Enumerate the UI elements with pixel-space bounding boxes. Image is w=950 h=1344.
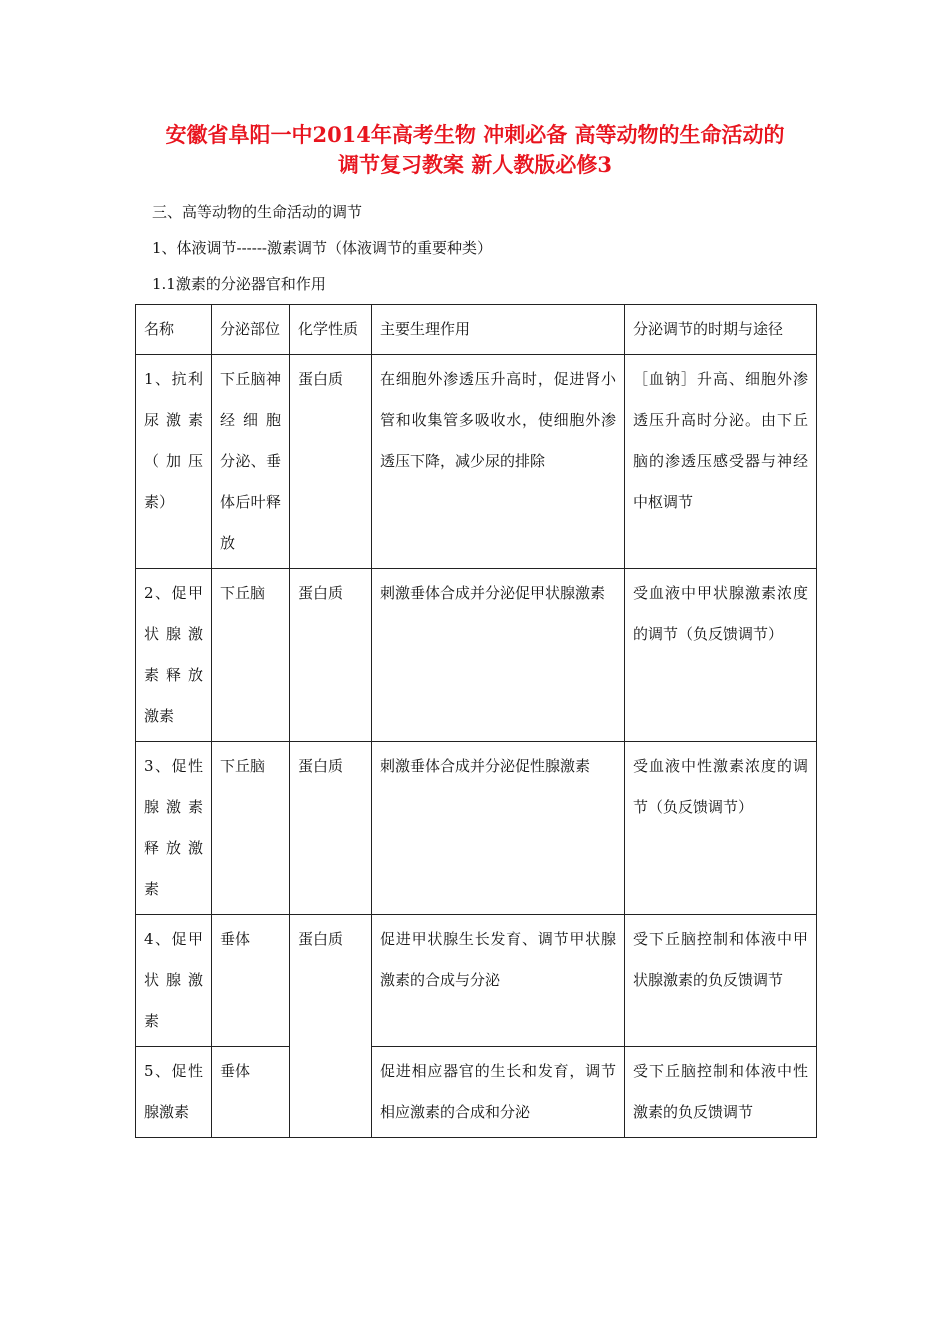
- table-cell: 垂体: [212, 915, 290, 1047]
- table-cell: 垂体: [212, 1047, 290, 1138]
- table-cell: 3、促性腺激素释放激素: [136, 742, 212, 915]
- header-cell-regulation: 分泌调节的时期与途径: [625, 305, 817, 355]
- table-cell: 蛋白质: [290, 742, 372, 915]
- table-cell: 下丘脑: [212, 742, 290, 915]
- table-cell: 下丘脑: [212, 569, 290, 742]
- table-row: [136, 742, 817, 915]
- title-line-1: 安徽省阜阳一中2014年高考生物 冲刺必备 高等动物的生命活动的: [165, 122, 785, 147]
- table-row: [136, 569, 817, 742]
- document-title: [110, 120, 840, 180]
- table-cell: 下丘脑神经细胞 分泌、垂体后叶释放: [212, 355, 290, 569]
- table-cell: 刺激垂体合成并分泌促甲状腺激素: [372, 569, 625, 742]
- table-cell: 蛋白质: [290, 355, 372, 569]
- table-cell: 受下丘脑控制和体液中甲状腺激素的负反馈调节: [625, 915, 817, 1047]
- table-cell: 蛋白质: [290, 569, 372, 742]
- table-cell: 促进甲状腺生长发育、调节甲状腺激素的合成与分泌: [372, 915, 625, 1047]
- section-heading: 三、高等动物的生命活动的调节: [152, 203, 363, 221]
- table-cell: 受血液中甲状腺激素浓度的调节（负反馈调节）: [625, 569, 817, 742]
- table-cell: 受下丘脑控制和体液中性激素的负反馈调节: [625, 1047, 817, 1138]
- table-cell: 受血液中性激素浓度的调节（负反馈调节）: [625, 742, 817, 915]
- subsection-heading-1: 1、体液调节------激素调节（体液调节的重要种类）: [152, 239, 492, 257]
- table-cell: 刺激垂体合成并分泌促性腺激素: [372, 742, 625, 915]
- subsection-heading-2: 1.1激素的分泌器官和作用: [152, 275, 326, 293]
- header-cell-chemistry: 化学性质: [290, 305, 372, 355]
- table-cell: 促进相应器官的生长和发育，调节相应激素的合成和分泌: [372, 1047, 625, 1138]
- table-cell: 在细胞外渗透压升高时，促进肾小管和收集管多吸收水，使细胞外渗透压下降，减少尿的排除: [372, 355, 625, 569]
- table-header-row: [136, 305, 817, 355]
- table-cell: ［血钠］升高、细胞外渗透压升高时分泌。由下丘脑的渗透压感受器与神经中枢调节: [625, 355, 817, 569]
- header-cell-function: 主要生理作用: [372, 305, 625, 355]
- table-cell: 4、促甲状腺激素: [136, 915, 212, 1047]
- table-cell: 5、促性腺激素: [136, 1047, 212, 1138]
- header-cell-site: 分泌部位: [212, 305, 290, 355]
- table-row: [136, 915, 817, 1047]
- table-row: [136, 355, 817, 569]
- table-cell: 蛋白质: [290, 915, 372, 1138]
- table-cell: 1、抗利尿激素（加压素）: [136, 355, 212, 569]
- table-cell: 2、促甲状腺激素释放激素: [136, 569, 212, 742]
- hormone-table: [135, 304, 817, 1138]
- table-row: [136, 1047, 817, 1138]
- header-cell-name: 名称: [136, 305, 212, 355]
- title-line-2: 调节复习教案 新人教版必修3: [338, 152, 612, 177]
